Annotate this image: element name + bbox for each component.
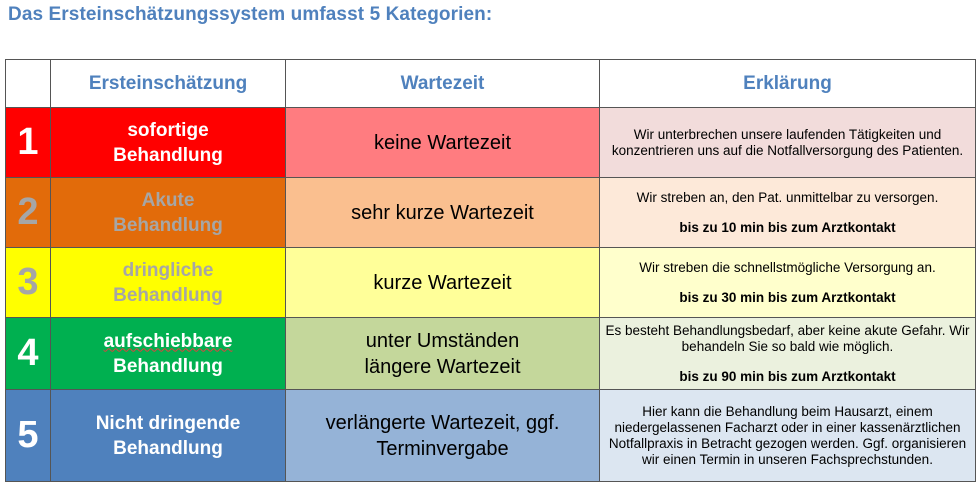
header-empty: [6, 60, 51, 108]
explanation: [600, 178, 976, 248]
header-wartezeit: Wartezeit: [286, 60, 600, 108]
category-name: [51, 248, 286, 318]
category-name: [51, 318, 286, 390]
explanation-text: Wir streben die schnellstmögliche Versorgung an.: [639, 259, 936, 275]
explanation-bold: bis zu 10 min bis zum Arztkontakt: [679, 219, 896, 235]
table-header-row: [6, 60, 976, 108]
category-line-1: sofortige: [127, 119, 209, 141]
table-row: [6, 178, 976, 248]
category-number: 4: [6, 318, 51, 390]
explanation: [600, 390, 976, 482]
explanation-text: Wir streben an, den Pat. unmittelbar zu versorgen.: [636, 189, 939, 205]
explanation-text: Es besteht Behandlungsbedarf, aber keine akute Gefahr. Wir behandeln Sie so bald wie möglich.: [605, 322, 970, 354]
header-ersteinschaetzung: Ersteinschätzung: [51, 60, 286, 108]
explanation: [600, 248, 976, 318]
spellcheck-word: aufschiebbare: [103, 330, 233, 352]
explanation-text: Wir unterbrechen unsere laufenden Tätigkeiten und konzentrieren uns auf die Notfallversorgung des Patienten.: [611, 126, 964, 158]
category-name: [51, 178, 286, 248]
explanation-bold: bis zu 90 min bis zum Arztkontakt: [679, 368, 896, 384]
category-line-2: Behandlung: [113, 144, 223, 166]
category-name: [51, 108, 286, 178]
category-number: 5: [6, 390, 51, 482]
category-number: 3: [6, 248, 51, 318]
explanation: [600, 318, 976, 390]
header-erklaerung: Erklärung: [600, 60, 976, 108]
table-row: [6, 390, 976, 482]
table-row: [6, 248, 976, 318]
category-line-1: Nicht dringende: [95, 412, 241, 434]
category-number: 2: [6, 178, 51, 248]
waiting-time: [286, 248, 600, 318]
waiting-line-1: unter Umständen: [365, 329, 520, 352]
table-row: [6, 318, 976, 390]
category-line-1: [51, 329, 285, 354]
triage-table: [5, 59, 976, 482]
waiting-line-1: keine Wartezeit: [373, 131, 512, 154]
explanation-text: Hier kann die Behandlung beim Hausarzt, einem niedergelassenen Facharzt oder in einer kassenärztlichen Notfallpraxis in Betracht gezogen werden. Ggf. organisieren wir einen Termin in unseren Fachsprechstunden.: [608, 403, 967, 467]
waiting-time: [286, 318, 600, 390]
waiting-line-1: verlängerte Wartezeit, ggf.: [325, 411, 560, 434]
waiting-line-2: längere Wartezeit: [364, 355, 521, 378]
category-number: 1: [6, 108, 51, 178]
category-line-1: Akute: [141, 189, 195, 211]
category-line-2: Behandlung: [113, 437, 223, 459]
table-row: [6, 108, 976, 178]
waiting-time: [286, 390, 600, 482]
waiting-line-2: Terminvergabe: [376, 437, 509, 460]
explanation: [600, 108, 976, 178]
category-line-2: Behandlung: [113, 214, 223, 236]
waiting-time: [286, 108, 600, 178]
category-line-2: Behandlung: [113, 355, 223, 377]
waiting-line-1: kurze Wartezeit: [373, 271, 512, 294]
page-heading: Das Ersteinschätzungssystem umfasst 5 Kategorien:: [8, 4, 493, 25]
category-name: [51, 390, 286, 482]
category-line-2: Behandlung: [113, 284, 223, 306]
category-line-1: dringliche: [122, 259, 214, 281]
waiting-line-1: sehr kurze Wartezeit: [351, 201, 534, 224]
explanation-bold: bis zu 30 min bis zum Arztkontakt: [679, 289, 896, 305]
waiting-time: [286, 178, 600, 248]
